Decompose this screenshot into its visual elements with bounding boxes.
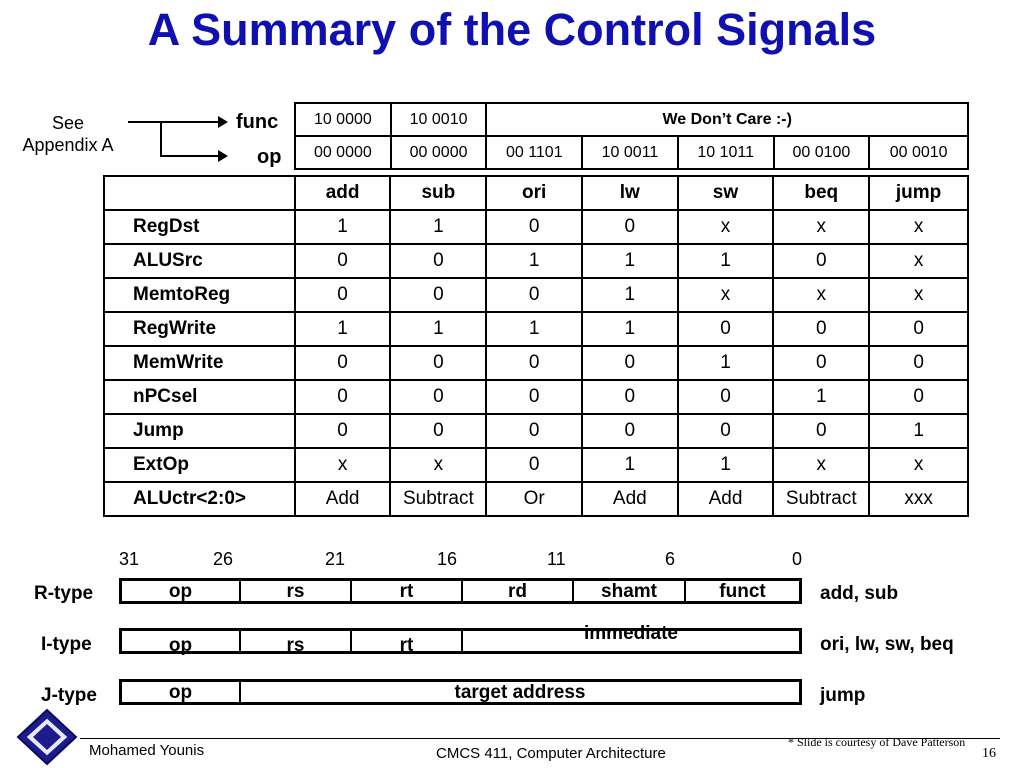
signal-rows bbox=[104, 210, 968, 516]
bit-21: 21 bbox=[325, 549, 346, 569]
op-cell: 00 1101 bbox=[486, 136, 582, 169]
signal-value: 0 bbox=[390, 278, 486, 312]
signal-value: 1 bbox=[486, 312, 582, 346]
signal-value: 1 bbox=[869, 414, 968, 448]
signal-value: 1 bbox=[678, 346, 774, 380]
signal-row bbox=[104, 346, 968, 380]
signal-value: 0 bbox=[773, 312, 869, 346]
signal-value: Add bbox=[582, 482, 678, 516]
i-type-format bbox=[119, 623, 802, 656]
signal-name: MemWrite bbox=[104, 346, 295, 380]
see-label: See bbox=[51, 113, 85, 133]
field-rs: rs bbox=[241, 581, 352, 601]
signal-value: 0 bbox=[390, 380, 486, 414]
signal-value: 0 bbox=[486, 210, 582, 244]
op-cell: 00 0000 bbox=[295, 136, 391, 169]
field-rd: rd bbox=[463, 581, 574, 601]
signal-value: 0 bbox=[295, 278, 391, 312]
arrow-line-op bbox=[160, 155, 220, 157]
signal-row bbox=[104, 482, 968, 516]
signal-value: 1 bbox=[773, 380, 869, 414]
op-cell: 00 0000 bbox=[391, 136, 487, 169]
signal-value: Add bbox=[678, 482, 774, 516]
header-row bbox=[104, 176, 968, 210]
field-target-address: target address bbox=[454, 682, 586, 703]
signal-value: 1 bbox=[486, 244, 582, 278]
signal-value: 0 bbox=[678, 380, 774, 414]
col-header-ori: ori bbox=[486, 176, 582, 210]
signal-name: MemtoReg bbox=[104, 278, 295, 312]
signal-value: Subtract bbox=[773, 482, 869, 516]
arrow-line-func bbox=[128, 121, 220, 123]
op-row bbox=[295, 136, 968, 169]
signal-value: 0 bbox=[486, 380, 582, 414]
bit-0: 0 bbox=[792, 549, 803, 569]
footer-credit: * Slide is courtesy of Dave Patterson bbox=[788, 735, 966, 749]
signal-value: Or bbox=[486, 482, 582, 516]
signal-value: 0 bbox=[773, 346, 869, 380]
field-rt: rt bbox=[352, 581, 463, 601]
signal-row bbox=[104, 380, 968, 414]
func-cell-add: 10 0000 bbox=[295, 103, 391, 136]
signal-value: 0 bbox=[390, 346, 486, 380]
col-header-sub: sub bbox=[390, 176, 486, 210]
signal-name: Jump bbox=[104, 414, 295, 448]
i-type-label: I-type bbox=[41, 634, 92, 655]
signal-value: 0 bbox=[295, 414, 391, 448]
signal-row bbox=[104, 210, 968, 244]
signal-value: 1 bbox=[582, 312, 678, 346]
func-cell-sub: 10 0010 bbox=[391, 103, 487, 136]
control-signals-table bbox=[103, 175, 969, 517]
op-label: op bbox=[257, 146, 282, 168]
j-type-format bbox=[119, 679, 802, 705]
field-op: op bbox=[122, 631, 241, 651]
signal-value: 0 bbox=[869, 312, 968, 346]
signal-name: ALUctr<2:0> bbox=[104, 482, 295, 516]
field-op: op bbox=[122, 682, 241, 702]
col-header-add: add bbox=[295, 176, 391, 210]
signal-value: x bbox=[869, 278, 968, 312]
op-cell: 10 1011 bbox=[678, 136, 774, 169]
signal-value: Add bbox=[295, 482, 391, 516]
page-number: 16 bbox=[982, 746, 996, 761]
op-cell: 00 0010 bbox=[869, 136, 968, 169]
signal-value: 0 bbox=[773, 244, 869, 278]
signal-value: 1 bbox=[390, 312, 486, 346]
corner-cell bbox=[104, 176, 295, 210]
signal-value: 0 bbox=[486, 278, 582, 312]
arrow-head-op bbox=[218, 150, 228, 162]
bit-6: 6 bbox=[665, 549, 676, 569]
signal-value: xxx bbox=[869, 482, 968, 516]
signal-row bbox=[104, 244, 968, 278]
signal-name: nPCsel bbox=[104, 380, 295, 414]
dont-care-cell: We Don’t Care :-) bbox=[486, 103, 968, 136]
func-row bbox=[295, 103, 968, 136]
r-type-instructions: add, sub bbox=[820, 583, 899, 604]
arrow-line-vertical bbox=[160, 121, 162, 157]
col-header-sw: sw bbox=[678, 176, 774, 210]
signal-row bbox=[104, 312, 968, 346]
signal-value: 1 bbox=[582, 448, 678, 482]
signal-value: x bbox=[869, 244, 968, 278]
i-type-instructions: ori, lw, sw, beq bbox=[820, 634, 954, 655]
arrow-head-func bbox=[218, 116, 228, 128]
signal-value: 0 bbox=[486, 448, 582, 482]
signal-value: x bbox=[773, 448, 869, 482]
signal-value: 1 bbox=[678, 244, 774, 278]
signal-value: 0 bbox=[773, 414, 869, 448]
signal-value: x bbox=[773, 210, 869, 244]
col-header-jump: jump bbox=[869, 176, 968, 210]
signal-value: x bbox=[295, 448, 391, 482]
r-type-format bbox=[119, 578, 802, 604]
signal-name: RegDst bbox=[104, 210, 295, 244]
field-rs: rs bbox=[241, 631, 352, 651]
op-cell: 00 0100 bbox=[774, 136, 870, 169]
signal-row bbox=[104, 414, 968, 448]
signal-value: x bbox=[678, 278, 774, 312]
signal-value: 1 bbox=[582, 278, 678, 312]
signal-value: 0 bbox=[582, 414, 678, 448]
signal-value: 0 bbox=[390, 244, 486, 278]
signal-value: 1 bbox=[295, 312, 391, 346]
signal-name: RegWrite bbox=[104, 312, 295, 346]
field-rt: rt bbox=[352, 631, 463, 651]
footer-course: CMCS 411, Computer Architecture bbox=[436, 745, 666, 762]
signal-value: 0 bbox=[295, 346, 391, 380]
field-funct: funct bbox=[719, 581, 766, 602]
footer-author: Mohamed Younis bbox=[89, 742, 205, 759]
col-header-lw: lw bbox=[582, 176, 678, 210]
field-shamt: shamt bbox=[574, 581, 686, 601]
signal-value: 0 bbox=[582, 210, 678, 244]
signal-value: 0 bbox=[295, 380, 391, 414]
r-type-label: R-type bbox=[34, 583, 94, 604]
signal-value: 0 bbox=[869, 380, 968, 414]
department-logo bbox=[16, 708, 78, 766]
signal-value: 0 bbox=[486, 346, 582, 380]
signal-value: 1 bbox=[678, 448, 774, 482]
j-type-instructions: jump bbox=[820, 685, 866, 706]
signal-value: x bbox=[390, 448, 486, 482]
slide-title: A Summary of the Control Signals bbox=[147, 4, 877, 55]
signal-value: 0 bbox=[582, 380, 678, 414]
signal-value: x bbox=[773, 278, 869, 312]
signal-value: 0 bbox=[390, 414, 486, 448]
signal-row bbox=[104, 278, 968, 312]
signal-value: x bbox=[869, 448, 968, 482]
field-immediate: immediate bbox=[584, 623, 678, 644]
signal-value: 1 bbox=[295, 210, 391, 244]
signal-value: 1 bbox=[582, 244, 678, 278]
field-op: op bbox=[122, 581, 241, 601]
bit-11: 11 bbox=[547, 549, 566, 569]
bit-16: 16 bbox=[437, 549, 458, 569]
bit-26: 26 bbox=[213, 549, 234, 569]
signal-value: 1 bbox=[390, 210, 486, 244]
signal-value: 0 bbox=[486, 414, 582, 448]
signal-value: 0 bbox=[582, 346, 678, 380]
col-header-beq: beq bbox=[773, 176, 869, 210]
signal-value: 0 bbox=[295, 244, 391, 278]
signal-value: 0 bbox=[678, 312, 774, 346]
appendix-label: Appendix A bbox=[22, 135, 114, 155]
signal-value: x bbox=[869, 210, 968, 244]
signal-value: x bbox=[678, 210, 774, 244]
signal-value: Subtract bbox=[390, 482, 486, 516]
j-type-label: J-type bbox=[41, 685, 97, 706]
signal-value: 0 bbox=[869, 346, 968, 380]
signal-name: ALUSrc bbox=[104, 244, 295, 278]
signal-row bbox=[104, 448, 968, 482]
opcode-table bbox=[294, 102, 969, 170]
func-label: func bbox=[236, 111, 279, 133]
op-cell: 10 0011 bbox=[582, 136, 678, 169]
signal-value: 0 bbox=[678, 414, 774, 448]
signal-name: ExtOp bbox=[104, 448, 295, 482]
see-appendix-note bbox=[8, 112, 128, 156]
bit-31: 31 bbox=[119, 549, 140, 569]
